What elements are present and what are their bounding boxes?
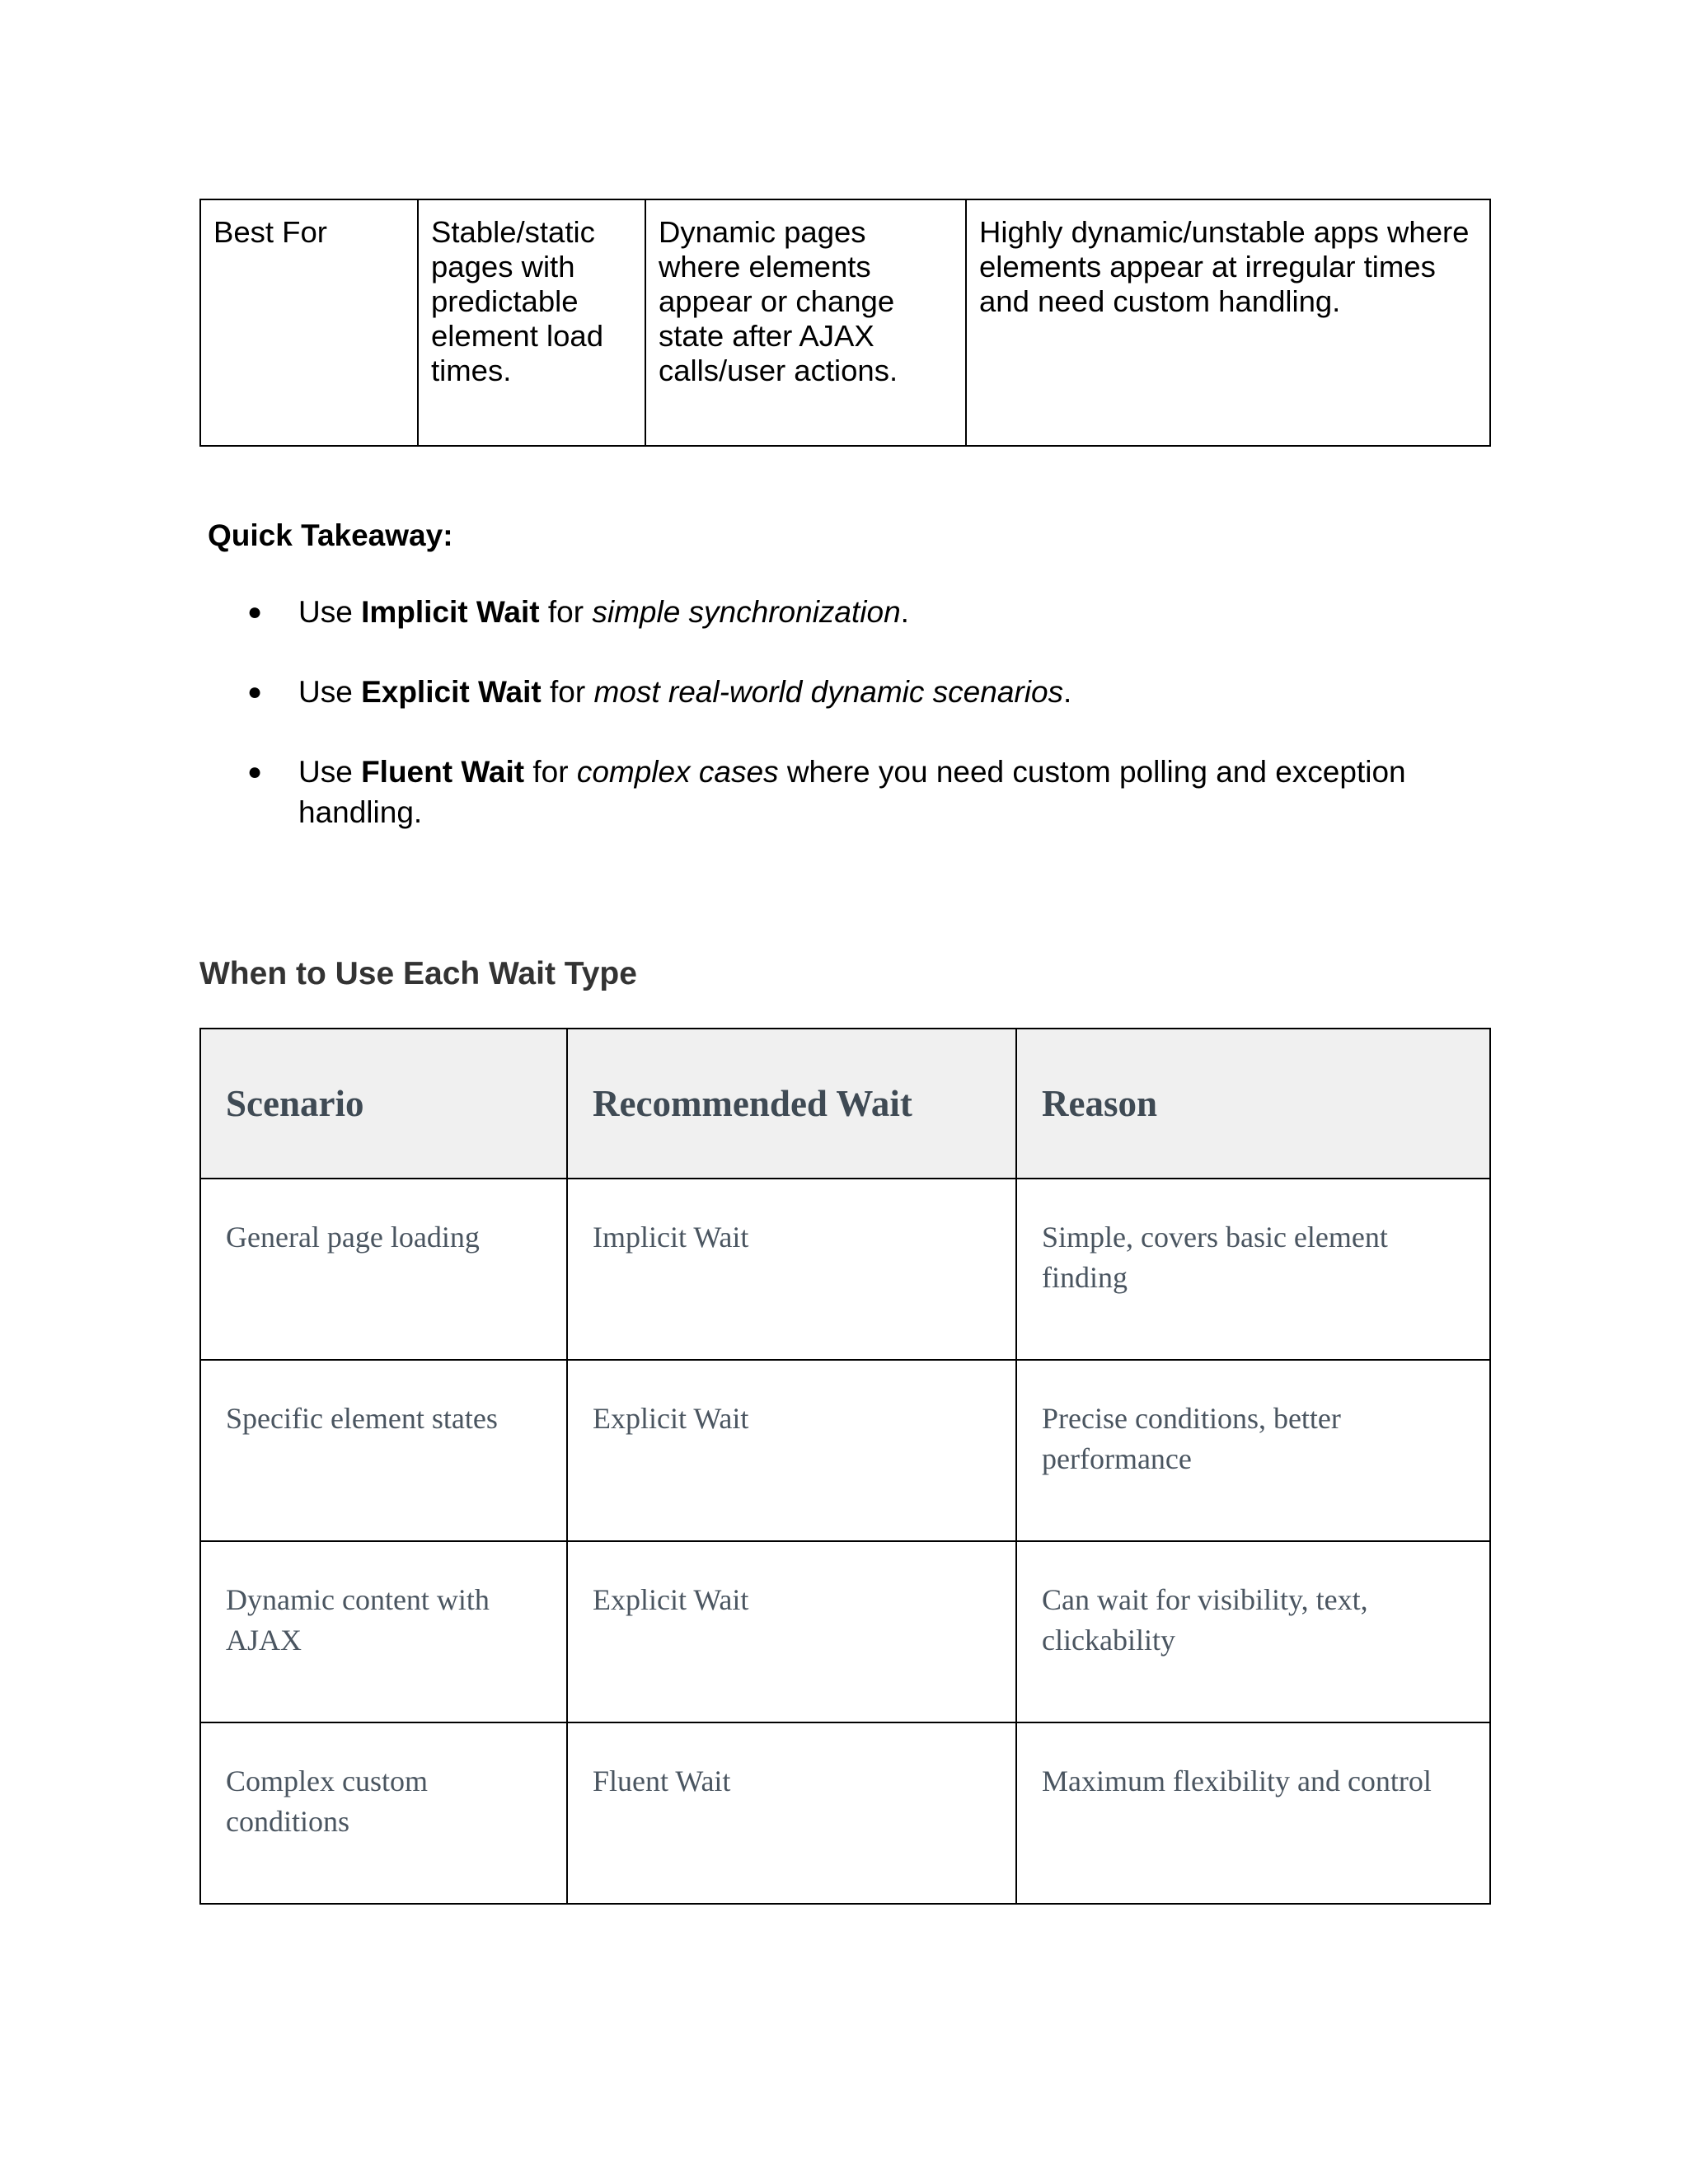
item-middle: for <box>539 595 593 629</box>
item-italic: simple synchronization <box>592 595 901 629</box>
item-bold: Explicit Wait <box>361 675 542 709</box>
item-middle: for <box>524 755 577 789</box>
takeaway-list <box>247 592 1434 872</box>
bullet-icon: ● <box>247 758 263 785</box>
takeaway-title: Quick Takeaway: <box>208 518 453 552</box>
item-middle: for <box>541 675 594 709</box>
item-prefix: Use <box>298 595 362 629</box>
header-recommended-wait: Recommended Wait <box>567 1029 1016 1179</box>
table-row <box>200 1179 1490 1360</box>
cell-scenario: Dynamic content with AJAX <box>200 1541 567 1722</box>
cell-scenario: Specific element states <box>200 1360 567 1541</box>
header-reason: Reason <box>1016 1029 1490 1179</box>
cell-reason: Simple, covers basic element finding <box>1016 1179 1490 1360</box>
cell-reason: Precise conditions, better performance <box>1016 1360 1490 1541</box>
table-header-row <box>200 1029 1490 1179</box>
table-row <box>200 1541 1490 1722</box>
takeaway-item-implicit <box>247 592 1434 632</box>
bullet-icon: ● <box>247 678 263 705</box>
cell-explicit-best-for: Dynamic pages where elements appear or change state after AJAX calls/user actions. <box>645 199 966 446</box>
cell-scenario: Complex custom conditions <box>200 1722 567 1904</box>
item-italic: complex cases <box>576 755 779 789</box>
wait-type-table <box>199 1028 1491 1905</box>
takeaway-item-explicit <box>247 672 1434 712</box>
item-suffix: . <box>900 595 909 629</box>
item-suffix: . <box>1063 675 1072 709</box>
row-label-best-for: Best For <box>200 199 418 446</box>
bullet-icon: ● <box>247 598 263 626</box>
item-italic: most real-world dynamic scenarios <box>593 675 1064 709</box>
cell-reason: Can wait for visibility, text, clickability <box>1016 1541 1490 1722</box>
cell-recommended-wait: Implicit Wait <box>567 1179 1016 1360</box>
item-bold: Implicit Wait <box>361 595 540 629</box>
cell-recommended-wait: Explicit Wait <box>567 1360 1016 1541</box>
cell-recommended-wait: Explicit Wait <box>567 1541 1016 1722</box>
cell-reason: Maximum flexibility and control <box>1016 1722 1490 1904</box>
section-heading: When to Use Each Wait Type <box>199 956 637 991</box>
item-bold: Fluent Wait <box>361 755 525 789</box>
comparison-table <box>199 199 1491 447</box>
cell-scenario: General page loading <box>200 1179 567 1360</box>
cell-recommended-wait: Fluent Wait <box>567 1722 1016 1904</box>
item-suffix: where you need custom polling and exception handling. <box>298 755 1406 829</box>
table-row <box>200 1722 1490 1904</box>
cell-implicit-best-for: Stable/static pages with predictable element load times. <box>418 199 645 446</box>
takeaway-item-fluent <box>247 752 1434 832</box>
table-row <box>200 1360 1490 1541</box>
table-row-best-for <box>200 199 1490 446</box>
item-prefix: Use <box>298 675 362 709</box>
header-scenario: Scenario <box>200 1029 567 1179</box>
item-prefix: Use <box>298 755 362 789</box>
cell-fluent-best-for: Highly dynamic/unstable apps where elements appear at irregular times and need custom handling. <box>966 199 1490 446</box>
